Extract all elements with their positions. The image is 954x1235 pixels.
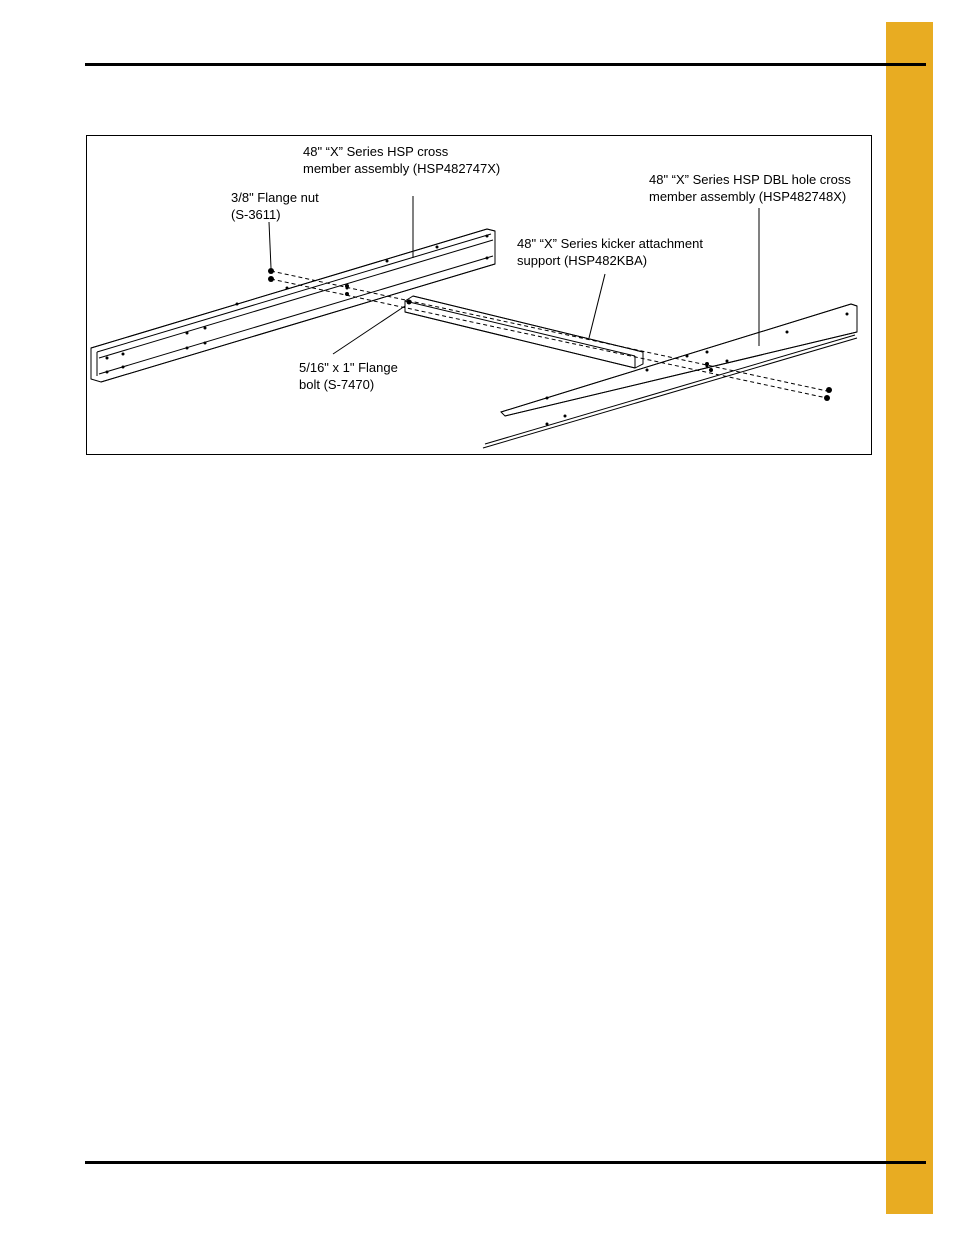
- callout-cross-member: 48" “X” Series HSP cross member assembly (HSP482747X): [303, 144, 501, 176]
- callout-dbl-hole-cross-member: 48" “X” Series HSP DBL hole cross member assembly (HSP482748X): [649, 172, 851, 204]
- side-color-tab: [886, 22, 933, 1214]
- dbl-hole-cross-member-part: [483, 304, 857, 448]
- callout-kicker-support: 48" “X” Series kicker attachment support (HSP482KBA): [517, 236, 703, 268]
- callout-flange-bolt: 5/16" x 1" Flange bolt (S-7470): [299, 360, 398, 392]
- assembly-figure: [86, 135, 872, 455]
- kicker-support-part: [405, 296, 643, 368]
- footer-rule: [85, 1161, 926, 1164]
- header-rule: [85, 63, 926, 66]
- callout-flange-nut: 3/8" Flange nut (S-3611): [231, 190, 319, 222]
